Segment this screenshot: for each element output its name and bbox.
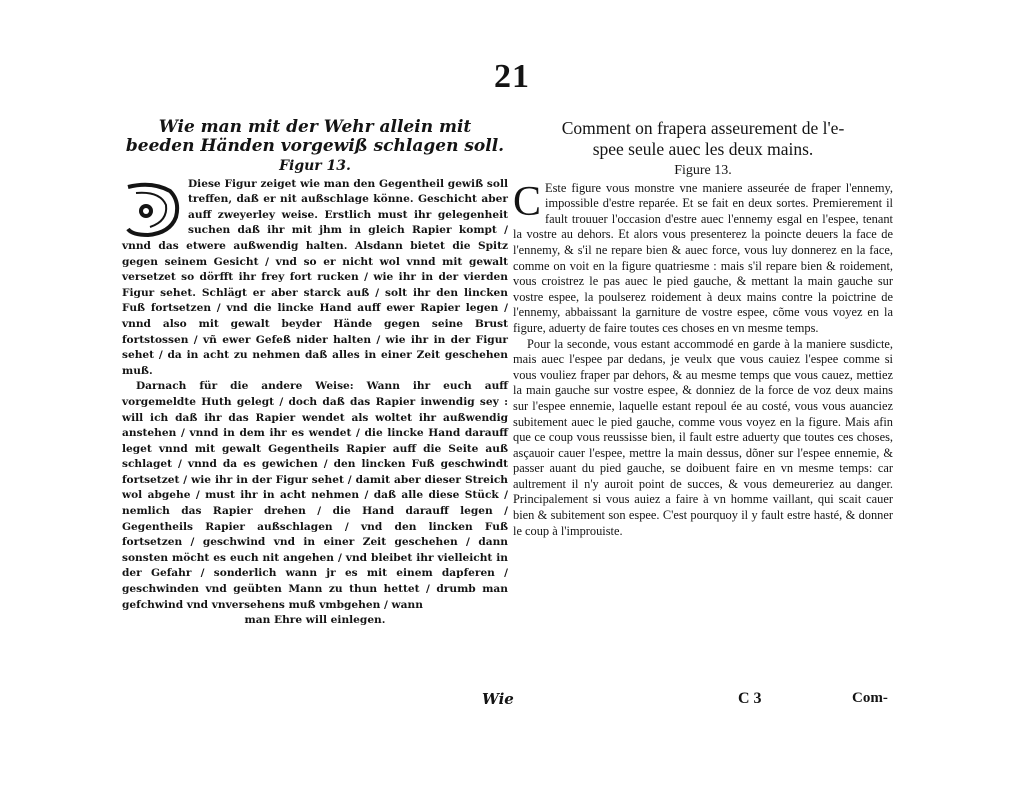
german-column [122,118,508,629]
german-paragraph-1: Diese Figur zeiget wie man den Gegentheil gewiß soll treffen, daß er nit außschlage könne. Geschicht aber auff zweyerley weise. Erstlich must ihr gelegenheit suchen daß ihr mit jhm in gleich Rapier kompt / vnnd das etwere außwendig halten. Alsdann bietet die Spitz gegen seinem Gesicht / vnd so er nicht wol vnnd mit gewalt versetzet so dörfft ihr frey fort rucken / wie ihr in der vierden Figur sehet. Schlägt er aber starck auß / solt ihr den lincken Fuß fortsetzen / vnd die lincke Hand auff ewer Rapier legen / vnnd also mit gewalt beyder Hände gegen seine Brust fortstossen / vñ ewer Gefeß nider halten / wie ihr in der Figur sehet / da in acht zu nehmen daß alles in einer Zeit geschehen muß. [122,177,508,377]
german-catchword: Wie [482,690,514,708]
french-column [513,118,893,539]
page-number: 21 [494,58,530,95]
french-figure-label: Figure 13. [674,163,732,178]
french-title-line-1: Comment on frapera asseurement de l'e- [561,118,845,138]
ornamental-initial-d-icon [122,179,182,239]
german-paragraph-2-end: man Ehre will einlegen. [244,614,386,627]
german-paragraph-2: Darnach für die andere Weise: Wann ihr euch auff vorgemeldte Huth gelegt / doch daß das Rapier inwendig sey : will ich daß ihr das Rapier wendet als woltet ihr außwendig anstehen / vnnd in dem ihr es wendet / die lincke Hand darauff leget vnnd mit gewalt Gegentheils Rapier auff die Seite auß schlaget / vnnd da es gewichen / den lincken Fuß geschwindt fortsetzet / wie ihr in der Figur sehet / damit aber dieser Streich wol abgehe / must ihr in acht nehmen / daß alle diese Stück / nemlich das Rapier drehen / die Hand darauff legen / Gegentheils Rapier außschlagen / vnd den lincken Fuß fortsetzen / geschwind vnd in einer Zeit geschehen / dann sonsten möcht es euch nit angehen / vnd bleibet ihr vielleicht in der Gefahr / sonderlich wann jr es mit einem dapferen / geschwinden vnd geübten Mann zu thun hettet / drumb man gefchwind vnd vnversehens muß vmbgehen / wann [122,380,508,611]
german-title: Wie man mit der Wehr allein mit beeden Händen vorgewiß schlagen soll. [125,117,505,156]
french-paragraph-2: Pour la seconde, vous estant accommodé en garde à la maniere susdicte, mais auec l'espee par dedans, je veulx que vous cauiez l'espee comme si vous vouliez fraper par dehors, & au mesme temps que vous cauez, mettiez la main gauche sur vostre espee, & donniez de la force de voz deux mains sur l'espee ennemie, laquelle estant repoul ée au costé, vous vous auanciez subitement auec le pied gauche, comme vous voyez en la figure. Mais afin que ce coup vous reussisse bien, il fault estre aduerty que toutes ces choses, asçauoir cauer l'espee, mettre la main dessus, dõner sur l'espee ennemie, & passer auant du pied gauche, se doibuent faire en vn mesme temps: car aultrement il n'y auroit point de succes, & vous demeureriez au danger. Principalement si vous auiez a faire à vn homme vaillant, qui scait cauer bien & subitement son espee. C'est pourquoy il y fault estre hasté, & donner le coup à l'improuiste. [513,336,893,538]
french-dropcap: C [513,178,542,225]
signature-mark: C 3 [738,690,762,707]
french-paragraph-1: Este figure vous monstre vne maniere asseurée de fraper l'ennemy, impossible d'estre reparée. Et se fait en deux sortes. Premierement il fault trouuer l'occasion d'estre auec l'ennemy esgal en l'espee, tenant la vostre au dehors. Et alors vous presenterez la poincte deuers la face de l'ennemy, & s'il ne repare bien & auec force, vous luy donnerez en la face, comme on voit en la figure quatriesme : mais s'il repare bien & roidement, vous croistrez le pas auec le pied gauche, & mettant la main gauche sur vostre espee, la poulserez roidement à deux mains contre la poictrine de l'ennemy, abbaissant la garniture de vostre espee, cõme vous voyez en la figure, aduerty de faire toutes ces choses en vn mesme temps. [513,180,893,335]
french-title-line-2: spee seule auec les deux mains. [592,139,814,159]
german-figure-label: Figur 13. [279,158,351,174]
french-catchword: Com- [852,690,888,706]
